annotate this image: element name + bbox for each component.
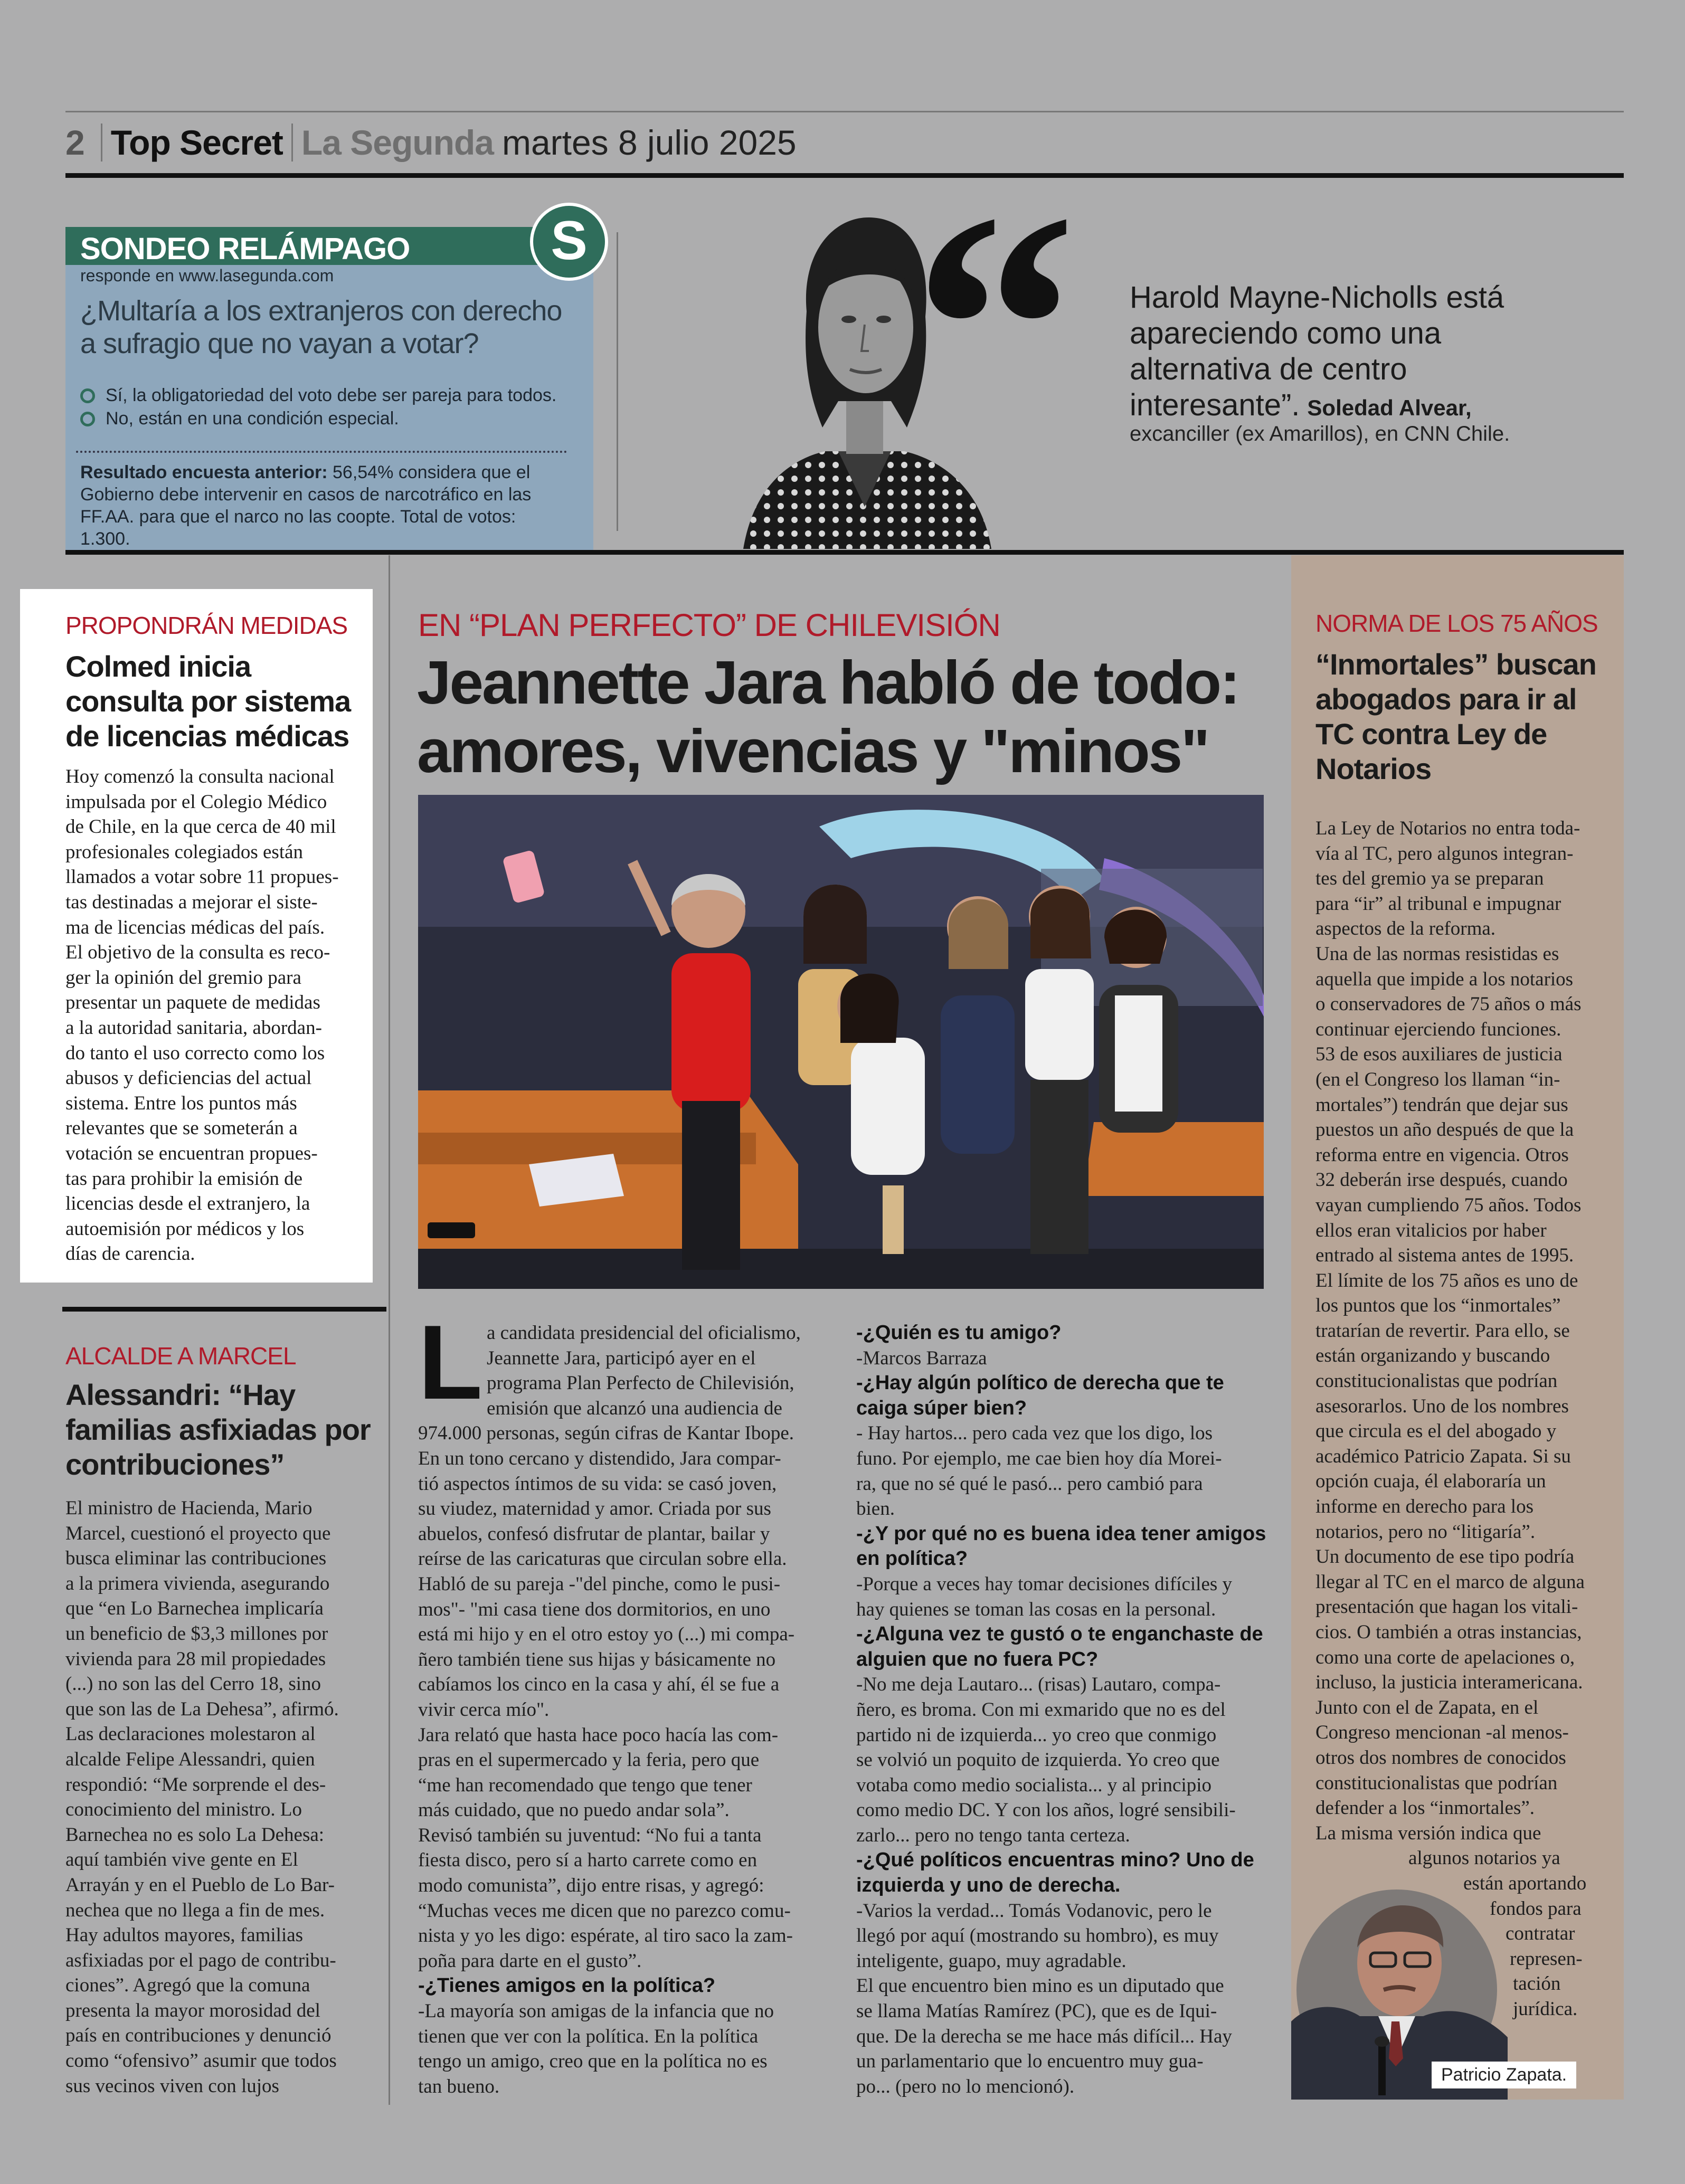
alessandri-body xyxy=(65,1496,382,2098)
body-line: están aportando xyxy=(1463,1872,1587,1894)
body-line: El que encuentro bien mino es un diputado que xyxy=(856,1975,1224,1997)
body-line: “Muchas veces me dicen que no parezco comu- xyxy=(418,1900,791,1922)
body-line: Hoy comenzó la consulta nacional xyxy=(65,766,335,787)
body-line: tan bueno. xyxy=(418,2075,500,2097)
body-line: ciones”. Agregó que la comuna xyxy=(65,1974,310,1997)
body-line: días de carencia. xyxy=(65,1243,195,1265)
body-line: que “en Lo Barnechea implicaría xyxy=(65,1598,324,1620)
body-line: asfixiadas por el pago de contribu- xyxy=(65,1949,336,1971)
poll-option-label: Sí, la obligatoriedad del voto debe ser pareja para todos. xyxy=(106,385,557,405)
body-line: Marcel, cuestionó el proyecto que xyxy=(65,1522,331,1544)
body-line: puestos un año después de que la xyxy=(1315,1119,1574,1141)
body-line: -Marcos Barraza xyxy=(856,1347,987,1369)
body-line: votación se encuentran propues- xyxy=(65,1142,318,1164)
body-line: El límite de los 75 años es uno de xyxy=(1315,1269,1578,1292)
body-line: tengo un amigo, creo que en la política no es xyxy=(418,2050,768,2073)
body-line: cabíamos los cinco en la casa y ahí, él se fue a xyxy=(418,1674,780,1696)
body-line: algunos notarios ya xyxy=(1408,1847,1560,1869)
body-line: -Porque a veces hay tomar decisiones difíciles y xyxy=(856,1573,1233,1595)
poll-previous-result xyxy=(80,461,566,550)
body-line: aspectos de la reforma. xyxy=(1315,918,1496,940)
body-line: En un tono cercano y distendido, Jara compar- xyxy=(418,1447,781,1469)
body-line: otros dos nombres de conocidos xyxy=(1315,1746,1566,1769)
body-line: ñero, es broma. Con mi exmarido que no es del xyxy=(856,1698,1226,1721)
body-line: está mi hijo y en el otro estoy yo (...) mi compa- xyxy=(418,1623,795,1646)
colmed-headline: Colmed inicia consulta por sistema de licencias médicas xyxy=(65,650,351,753)
body-line: un parlamentario que lo encuentro muy gua- xyxy=(856,2050,1204,2073)
interview-question: caiga súper bien? xyxy=(856,1397,1027,1419)
body-line: abusos y deficiencias del actual xyxy=(65,1067,312,1089)
body-line: sistema. Entre los puntos más xyxy=(65,1092,297,1114)
body-line: constitucionalistas que podrían xyxy=(1315,1772,1558,1794)
body-line: Un documento de ese tipo podría xyxy=(1315,1546,1575,1568)
body-line: tas para prohibir la emisión de xyxy=(65,1167,303,1190)
poll-result-label: Resultado encuesta anterior: xyxy=(80,462,328,482)
jara-kicker: EN “PLAN PERFECTO” DE CHILEVISIÓN xyxy=(418,607,1000,643)
body-line: programa Plan Perfecto de Chilevisión, xyxy=(487,1372,794,1394)
body-line: La misma versión indica que xyxy=(1315,1822,1541,1844)
body-line: llamados a votar sobre 11 propues- xyxy=(65,866,339,888)
alessandri-headline: Alessandri: “Hay familias asfixiadas por contribuciones” xyxy=(65,1378,371,1481)
body-line: ra, que no sé qué le pasó... pero cambió para xyxy=(856,1473,1203,1495)
body-line: emisión que alcanzó una audiencia de xyxy=(487,1397,782,1419)
body-line: reforma entre en vigencia. Otros xyxy=(1315,1144,1569,1166)
notarios-headline: “Inmortales” buscan abogados para ir al TC contra Ley de Notarios xyxy=(1315,648,1596,785)
body-line: La Ley de Notarios no entra toda- xyxy=(1315,818,1580,839)
body-line: relevantes que se someterán a xyxy=(65,1117,298,1140)
body-line: aquí también vive gente en El xyxy=(65,1849,298,1871)
body-line: “me han recomendado que tengo que tener xyxy=(418,1774,752,1796)
poll-option-no[interactable] xyxy=(80,409,399,429)
quote-text xyxy=(1130,280,1584,426)
body-line: ma de licencias médicas del país. xyxy=(65,916,325,938)
notarios-body xyxy=(1315,816,1622,2022)
colmed-kicker: PROPONDRÁN MEDIDAS xyxy=(65,612,348,639)
body-line: opción cuaja, él elaboraría un xyxy=(1315,1470,1546,1493)
body-line: a candidata presidencial del oficialismo, xyxy=(487,1322,801,1344)
body-line: vivienda para 28 mil propiedades xyxy=(65,1648,326,1670)
body-line: 974.000 personas, según cifras de Kantar Ibope. xyxy=(418,1422,794,1445)
body-line: inteligente, guapo, muy agradable. xyxy=(856,1950,1127,1972)
body-line: conocimiento del ministro. Lo xyxy=(65,1799,302,1821)
body-line: tratarían de revertir. Para ello, se xyxy=(1315,1319,1570,1342)
body-line: (en el Congreso los llaman “in- xyxy=(1315,1068,1560,1090)
section-rule xyxy=(65,550,1624,555)
body-line: modo comunista”, dijo entre risas, y agregó: xyxy=(418,1875,764,1897)
body-line: - Hay hartos... pero cada vez que los digo, los xyxy=(856,1422,1213,1445)
body-line: presentar un paquete de medidas xyxy=(65,992,320,1014)
body-line: Hay adultos mayores, familias xyxy=(65,1924,304,1946)
body-line: presenta la mayor morosidad del xyxy=(65,1999,320,2021)
body-line: los puntos que los “inmortales” xyxy=(1315,1295,1561,1317)
poll-option-yes[interactable] xyxy=(80,385,556,406)
body-line: votaba como medio socialista... y al principio xyxy=(856,1774,1212,1796)
quote-mark-icon: “ xyxy=(913,146,1077,508)
column-divider xyxy=(389,555,390,2105)
colmed-body xyxy=(65,764,372,1267)
body-line: cios. O también a otras instancias, xyxy=(1315,1621,1582,1643)
poll-badge: S xyxy=(530,203,608,281)
body-line: hay quienes se toman las cosas en la personal. xyxy=(856,1598,1216,1620)
poll-question: ¿Multaría a los extranjeros con derecho a sufragio que no vayan a votar? xyxy=(80,295,562,359)
body-line: entrado al sistema antes de 1995. xyxy=(1315,1245,1574,1267)
body-line: como “ofensivo” asumir que todos xyxy=(65,2050,337,2072)
body-line: un beneficio de $3,3 millones por xyxy=(65,1622,328,1645)
body-line: fiesta disco, pero sí a harto carrete como en xyxy=(418,1849,758,1872)
body-line: Las declaraciones molestaron al xyxy=(65,1723,316,1745)
poll-title: SONDEO RELÁMPAGO xyxy=(80,232,410,266)
body-line: se llama Matías Ramírez (PC), que es de Iqui- xyxy=(856,2000,1217,2022)
body-line: 53 de esos auxiliares de justicia xyxy=(1315,1043,1563,1066)
body-line: como una corte de apelaciones o, xyxy=(1315,1646,1575,1668)
poll-divider xyxy=(76,451,567,453)
body-line: El objetivo de la consulta es reco- xyxy=(65,942,330,964)
body-line: nista y yo les digo: espérate, al tiro saco la zam- xyxy=(418,1925,793,1947)
body-line: licencias desde el extranjero, la xyxy=(65,1193,310,1215)
poll-result-text: 56,54% considera que el Gobierno debe intervenir en casos de narcotráfico en las FF.AA. para que el narco no las coopte. Total de votos: 1.300. xyxy=(80,462,532,549)
body-line: mos"- "mi casa tiene dos dormitorios, en uno xyxy=(418,1598,771,1620)
body-line: Congreso mencionan -al menos- xyxy=(1315,1722,1569,1744)
poll-vertical-rule xyxy=(617,232,618,531)
body-line: defender a los “inmortales”. xyxy=(1315,1797,1535,1819)
quote-author: Soledad Alvear, xyxy=(1307,395,1472,420)
quote-body: Harold Mayne-Nicholls está apareciendo como una alternativa de centro interesante”. xyxy=(1130,280,1504,422)
body-line: Revisó también su juventud: “No fui a tanta xyxy=(418,1824,762,1846)
publication-name: La Segunda xyxy=(301,123,494,162)
body-line: informe en derecho para los xyxy=(1315,1496,1533,1518)
body-line: Junto con el de Zapata, en el xyxy=(1315,1696,1539,1718)
body-line: fondos para xyxy=(1490,1897,1582,1920)
article-rule xyxy=(62,1307,386,1312)
interview-question: -¿Quién es tu amigo? xyxy=(856,1322,1062,1344)
interview-question: -¿Y por qué no es buena idea tener amigos xyxy=(856,1522,1266,1545)
body-line: continuar ejerciendo funciones. xyxy=(1315,1018,1561,1040)
alessandri-kicker: ALCALDE A MARCEL xyxy=(65,1342,296,1370)
body-line: autoemisión por médicos y los xyxy=(65,1218,305,1240)
jara-headline: Jeannette Jara habló de todo: amores, vivencias y "minos" xyxy=(417,648,1239,785)
interview-question: -¿Alguna vez te gustó o te enganchaste de xyxy=(856,1623,1263,1646)
body-line: que son las de La Dehesa”, afirmó. xyxy=(65,1698,339,1720)
body-line: constitucionalistas que podrían xyxy=(1315,1370,1558,1392)
body-line: zarlo... pero no tengo tanta certeza. xyxy=(856,1824,1130,1846)
body-line: académico Patricio Zapata. Si su xyxy=(1315,1445,1571,1467)
body-line: poña para darte en el gusto”. xyxy=(418,1950,642,1972)
body-line: se volvió un poquito de izquierda. Yo creo que xyxy=(856,1749,1220,1771)
jara-body-col1 xyxy=(418,1304,844,2099)
body-line: de Chile, en la que cerca de 40 mil xyxy=(65,816,336,838)
interview-question: -¿Qué políticos encuentras mino? Uno de xyxy=(856,1849,1254,1872)
body-line: El ministro de Hacienda, Mario xyxy=(65,1497,313,1519)
body-line: sus vecinos viven con lujos xyxy=(65,2075,279,2097)
page-number: 2 xyxy=(65,123,85,162)
radio-icon[interactable] xyxy=(80,412,95,426)
body-line: notarios, pero no “litigaría”. xyxy=(1315,1521,1536,1543)
poll-header xyxy=(65,227,562,265)
body-line: do tanto el uso correcto como los xyxy=(65,1042,325,1064)
body-line: -Varios la verdad... Tomás Vodanovic, pero le xyxy=(856,1900,1212,1922)
jara-body-col2 xyxy=(856,1321,1272,2099)
body-line: mortales”) tendrán que dejar sus xyxy=(1315,1094,1568,1116)
body-line: incluso, la justicia interamericana. xyxy=(1315,1672,1583,1694)
body-line: impulsada por el Colegio Médico xyxy=(65,791,327,813)
body-line: Jeannette Jara, participó ayer en el xyxy=(487,1347,756,1369)
header-separator xyxy=(291,124,293,162)
section-name: Top Secret xyxy=(110,123,283,162)
body-line: -La mayoría son amigas de la infancia que no xyxy=(418,2000,774,2022)
body-line: tió aspectos íntimos de su vida: se casó joven, xyxy=(418,1473,777,1495)
issue-date: martes 8 julio 2025 xyxy=(501,123,797,162)
body-line: Una de las normas resistidas es xyxy=(1315,943,1559,965)
body-line: busca eliminar las contribuciones xyxy=(65,1547,327,1570)
body-line: Arrayán y en el Pueblo de Lo Bar- xyxy=(65,1874,335,1896)
body-line: -No me deja Lautaro... (risas) Lautaro, compa- xyxy=(856,1674,1221,1696)
body-line: (...) no son las del Cerro 18, sino xyxy=(65,1673,321,1695)
body-line: más cuidado, que no puedo andar sola”. xyxy=(418,1799,730,1821)
body-line: ger la opinión del gremio para xyxy=(65,966,301,989)
body-line: a la primera vivienda, asegurando xyxy=(65,1572,330,1594)
body-line: están organizando y buscando xyxy=(1315,1345,1550,1367)
body-line: abuelos, confesó disfrutar de plantar, bailar y xyxy=(418,1523,770,1545)
notarios-kicker: NORMA DE LOS 75 AÑOS xyxy=(1315,610,1598,637)
body-line: asesorarlos. Uno de los nombres xyxy=(1315,1395,1569,1417)
poll-option-label: No, están en una condición especial. xyxy=(106,409,399,429)
body-line: a la autoridad sanitaria, abordan- xyxy=(65,1017,322,1039)
body-line: 32 deberán irse después, cuando xyxy=(1315,1169,1568,1191)
body-line: país en contribuciones y denunció xyxy=(65,2025,332,2047)
body-line: alcalde Felipe Alessandri, quien xyxy=(65,1748,315,1770)
body-line: represen- xyxy=(1510,1948,1583,1970)
jara-selfie-photo xyxy=(418,795,1264,1289)
body-line: vayan cumpliendo 75 años. Todos xyxy=(1315,1194,1582,1216)
interview-question: alguien que no fuera PC? xyxy=(856,1648,1099,1670)
body-line: Habló de su pareja -"del pinche, como le pusi- xyxy=(418,1573,781,1595)
quote-author-role: excanciller (ex Amarillos), en CNN Chile. xyxy=(1130,422,1510,445)
body-line: ellos eran vitalicios por haber xyxy=(1315,1219,1547,1241)
body-line: vía al TC, pero algunos integran- xyxy=(1315,842,1574,865)
body-line: su viudez, maternidad y amor. Criada por sus xyxy=(418,1498,771,1520)
poll-website: responde en www.lasegunda.com xyxy=(80,266,334,285)
page-header xyxy=(65,117,797,168)
header-separator xyxy=(101,124,102,162)
body-line: profesionales colegiados están xyxy=(65,841,304,863)
body-line: pras en el supermercado y la feria, pero que xyxy=(418,1749,760,1771)
interview-question: -¿Hay algún político de derecha que te xyxy=(856,1372,1224,1394)
body-line: llegó por aquí (mostrando su hombro), es muy xyxy=(856,1925,1219,1947)
body-line: Barnechea no es solo La Dehesa: xyxy=(65,1824,325,1846)
body-line: contratar xyxy=(1506,1923,1575,1945)
body-line: ñero también tiene sus hijas y básicamente no xyxy=(418,1648,776,1670)
interview-question: en política? xyxy=(856,1547,968,1570)
photo-caption: Patricio Zapata. xyxy=(1432,2062,1576,2088)
header-top-rule xyxy=(65,111,1624,112)
body-line: aquella que impide a los notarios xyxy=(1315,968,1574,990)
body-line: vivir cerca mío". xyxy=(418,1698,550,1721)
body-line: bien. xyxy=(856,1498,895,1520)
body-line: tes del gremio ya se preparan xyxy=(1315,868,1544,890)
interview-question: -¿Tienes amigos en la política? xyxy=(418,1974,716,1997)
body-line: tas destinadas a mejorar el siste- xyxy=(65,891,318,913)
body-line: para “ir” al tribunal e impugnar xyxy=(1315,892,1561,915)
header-rule xyxy=(65,173,1624,178)
poll-box xyxy=(65,210,593,550)
body-line: como medio DC. Y con los años, logré sensibili- xyxy=(856,1799,1236,1821)
body-line: Jara relató que hasta hace poco hacía las com- xyxy=(418,1724,779,1746)
body-line: que circula es el del abogado y xyxy=(1315,1420,1557,1442)
body-line: respondió: “Me sorprende el des- xyxy=(65,1773,326,1796)
interview-question: izquierda y uno de derecha. xyxy=(856,1874,1121,1897)
body-line: tación xyxy=(1513,1973,1561,1995)
body-line: nechea que no llega a fin de mes. xyxy=(65,1899,325,1921)
body-line: o conservadores de 75 años o más xyxy=(1315,993,1582,1015)
body-line: partido ni de izquierda... yo creo que conmigo xyxy=(856,1724,1217,1746)
drop-cap: L xyxy=(418,1304,483,1421)
body-line: presentación que hagan los vitali- xyxy=(1315,1596,1578,1618)
body-line: que. De la derecha se me hace más difícil... Hay xyxy=(856,2025,1232,2047)
body-line: jurídica. xyxy=(1513,1998,1578,2020)
body-line: llegar al TC en el marco de alguna xyxy=(1315,1571,1585,1593)
radio-icon[interactable] xyxy=(80,388,95,403)
body-line: tienen que ver con la política. En la política xyxy=(418,2025,759,2047)
body-line: po... (pero no lo mencionó). xyxy=(856,2075,1075,2097)
body-line: reírse de las caricaturas que circulan sobre ella. xyxy=(418,1548,787,1570)
body-line: funo. Por ejemplo, me cae bien hoy día Morei- xyxy=(856,1447,1222,1469)
